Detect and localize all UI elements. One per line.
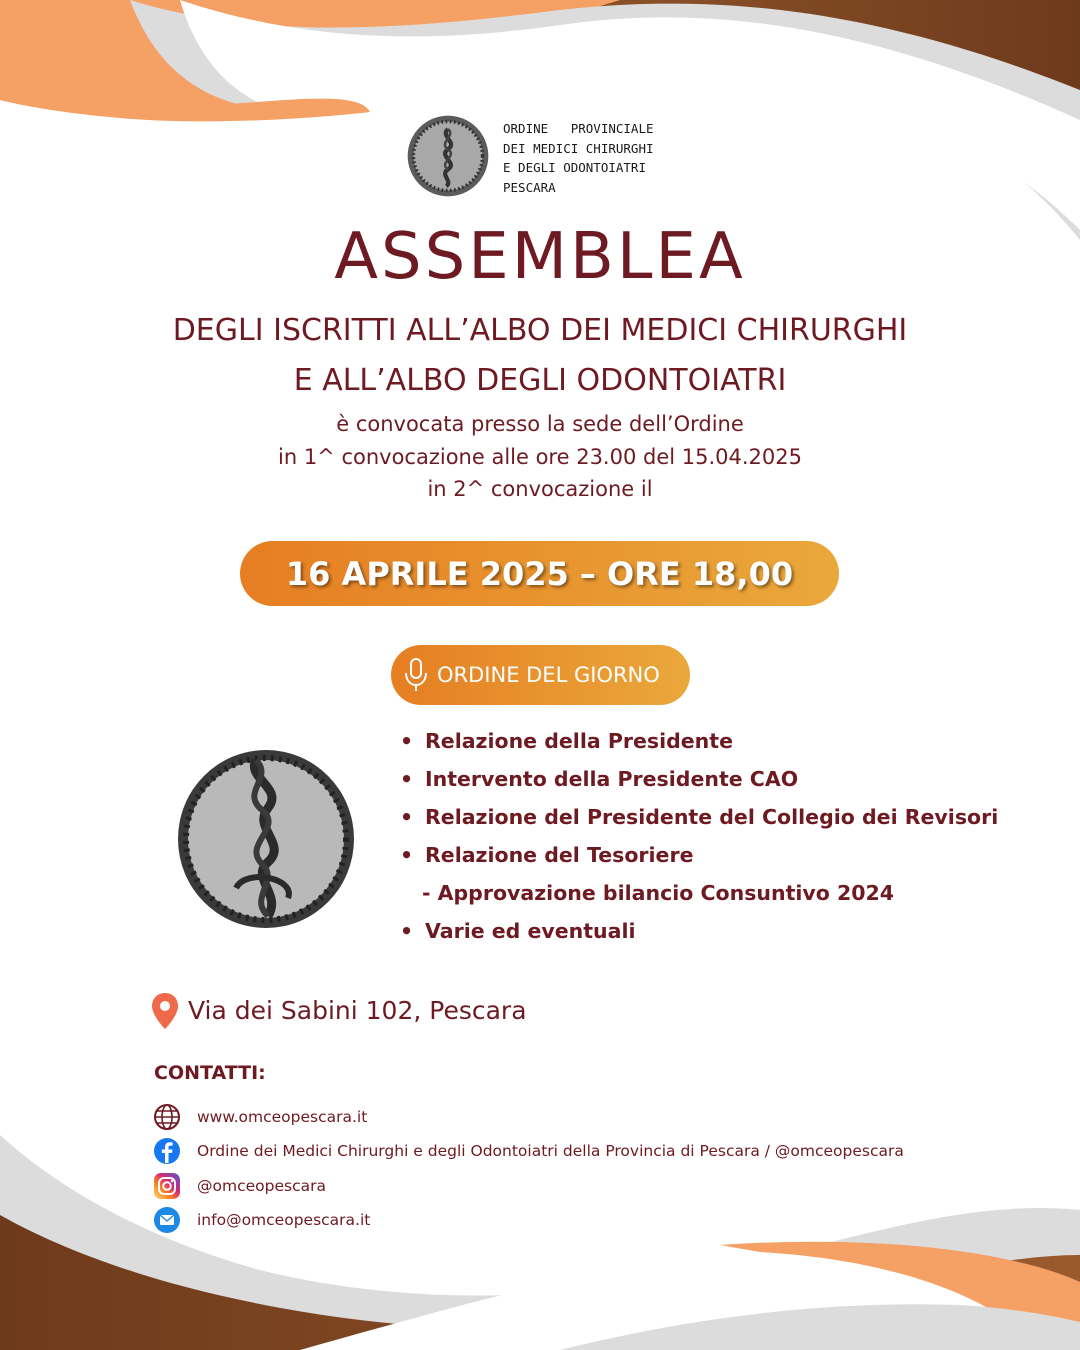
caduceus-coin-image bbox=[176, 748, 356, 930]
website-link[interactable]: www.omceopescara.it bbox=[197, 1108, 368, 1126]
agenda-label-pill bbox=[391, 645, 690, 705]
microphone-icon bbox=[403, 657, 429, 693]
list-item: • Relazione del Presidente del Collegio dei Revisori bbox=[400, 805, 999, 829]
address: Via dei Sabini 102, Pescara bbox=[188, 996, 527, 1025]
list-item: • Relazione del Tesoriere bbox=[400, 843, 694, 867]
facebook-icon bbox=[153, 1137, 181, 1165]
contact-facebook[interactable] bbox=[153, 1137, 904, 1165]
list-item: - Approvazione bilancio Consuntivo 2024 bbox=[422, 881, 895, 905]
caduceus-coin-logo bbox=[406, 114, 490, 198]
facebook-link[interactable]: Ordine dei Medici Chirurghi e degli Odontoiatri della Provincia di Pescara / @omceopescara bbox=[197, 1142, 904, 1160]
list-item: • Relazione della Presidente bbox=[400, 729, 733, 753]
page-title: ASSEMBLEA bbox=[334, 220, 746, 294]
contact-email[interactable] bbox=[153, 1206, 370, 1234]
contact-instagram[interactable] bbox=[153, 1172, 326, 1200]
map-pin-icon bbox=[151, 992, 179, 1030]
contacts-heading: CONTATTI: bbox=[154, 1062, 266, 1084]
mail-icon bbox=[153, 1206, 181, 1234]
email-link[interactable]: info@omceopescara.it bbox=[197, 1211, 371, 1229]
subtitle: DEGLI ISCRITTI ALL’ALBO DEI MEDICI CHIRURGHI E ALL’ALBO DEGLI ODONTOIATRI bbox=[172, 313, 908, 398]
instagram-handle[interactable]: @omceopescara bbox=[197, 1177, 326, 1195]
list-item: • Varie ed eventuali bbox=[400, 919, 636, 943]
globe-icon bbox=[153, 1103, 181, 1131]
organization-name: ORDINE PROVINCIALE DEI MEDICI CHIRURGHI E DEGLI ODONTOIATRI PESCARA bbox=[503, 121, 654, 195]
contact-website[interactable] bbox=[153, 1103, 367, 1131]
agenda-list bbox=[400, 722, 1060, 950]
agenda-label: ORDINE DEL GIORNO bbox=[437, 663, 660, 687]
date-banner: 16 APRILE 2025 – ORE 18,00 bbox=[240, 541, 839, 606]
list-item: • Intervento della Presidente CAO bbox=[400, 767, 799, 791]
convocation-text: è convocata presso la sede dell’Ordine in 1^ convocazione alle ore 23.00 del 15.04.2025 in 2^ convocazione il bbox=[278, 412, 802, 501]
instagram-icon bbox=[153, 1172, 181, 1200]
